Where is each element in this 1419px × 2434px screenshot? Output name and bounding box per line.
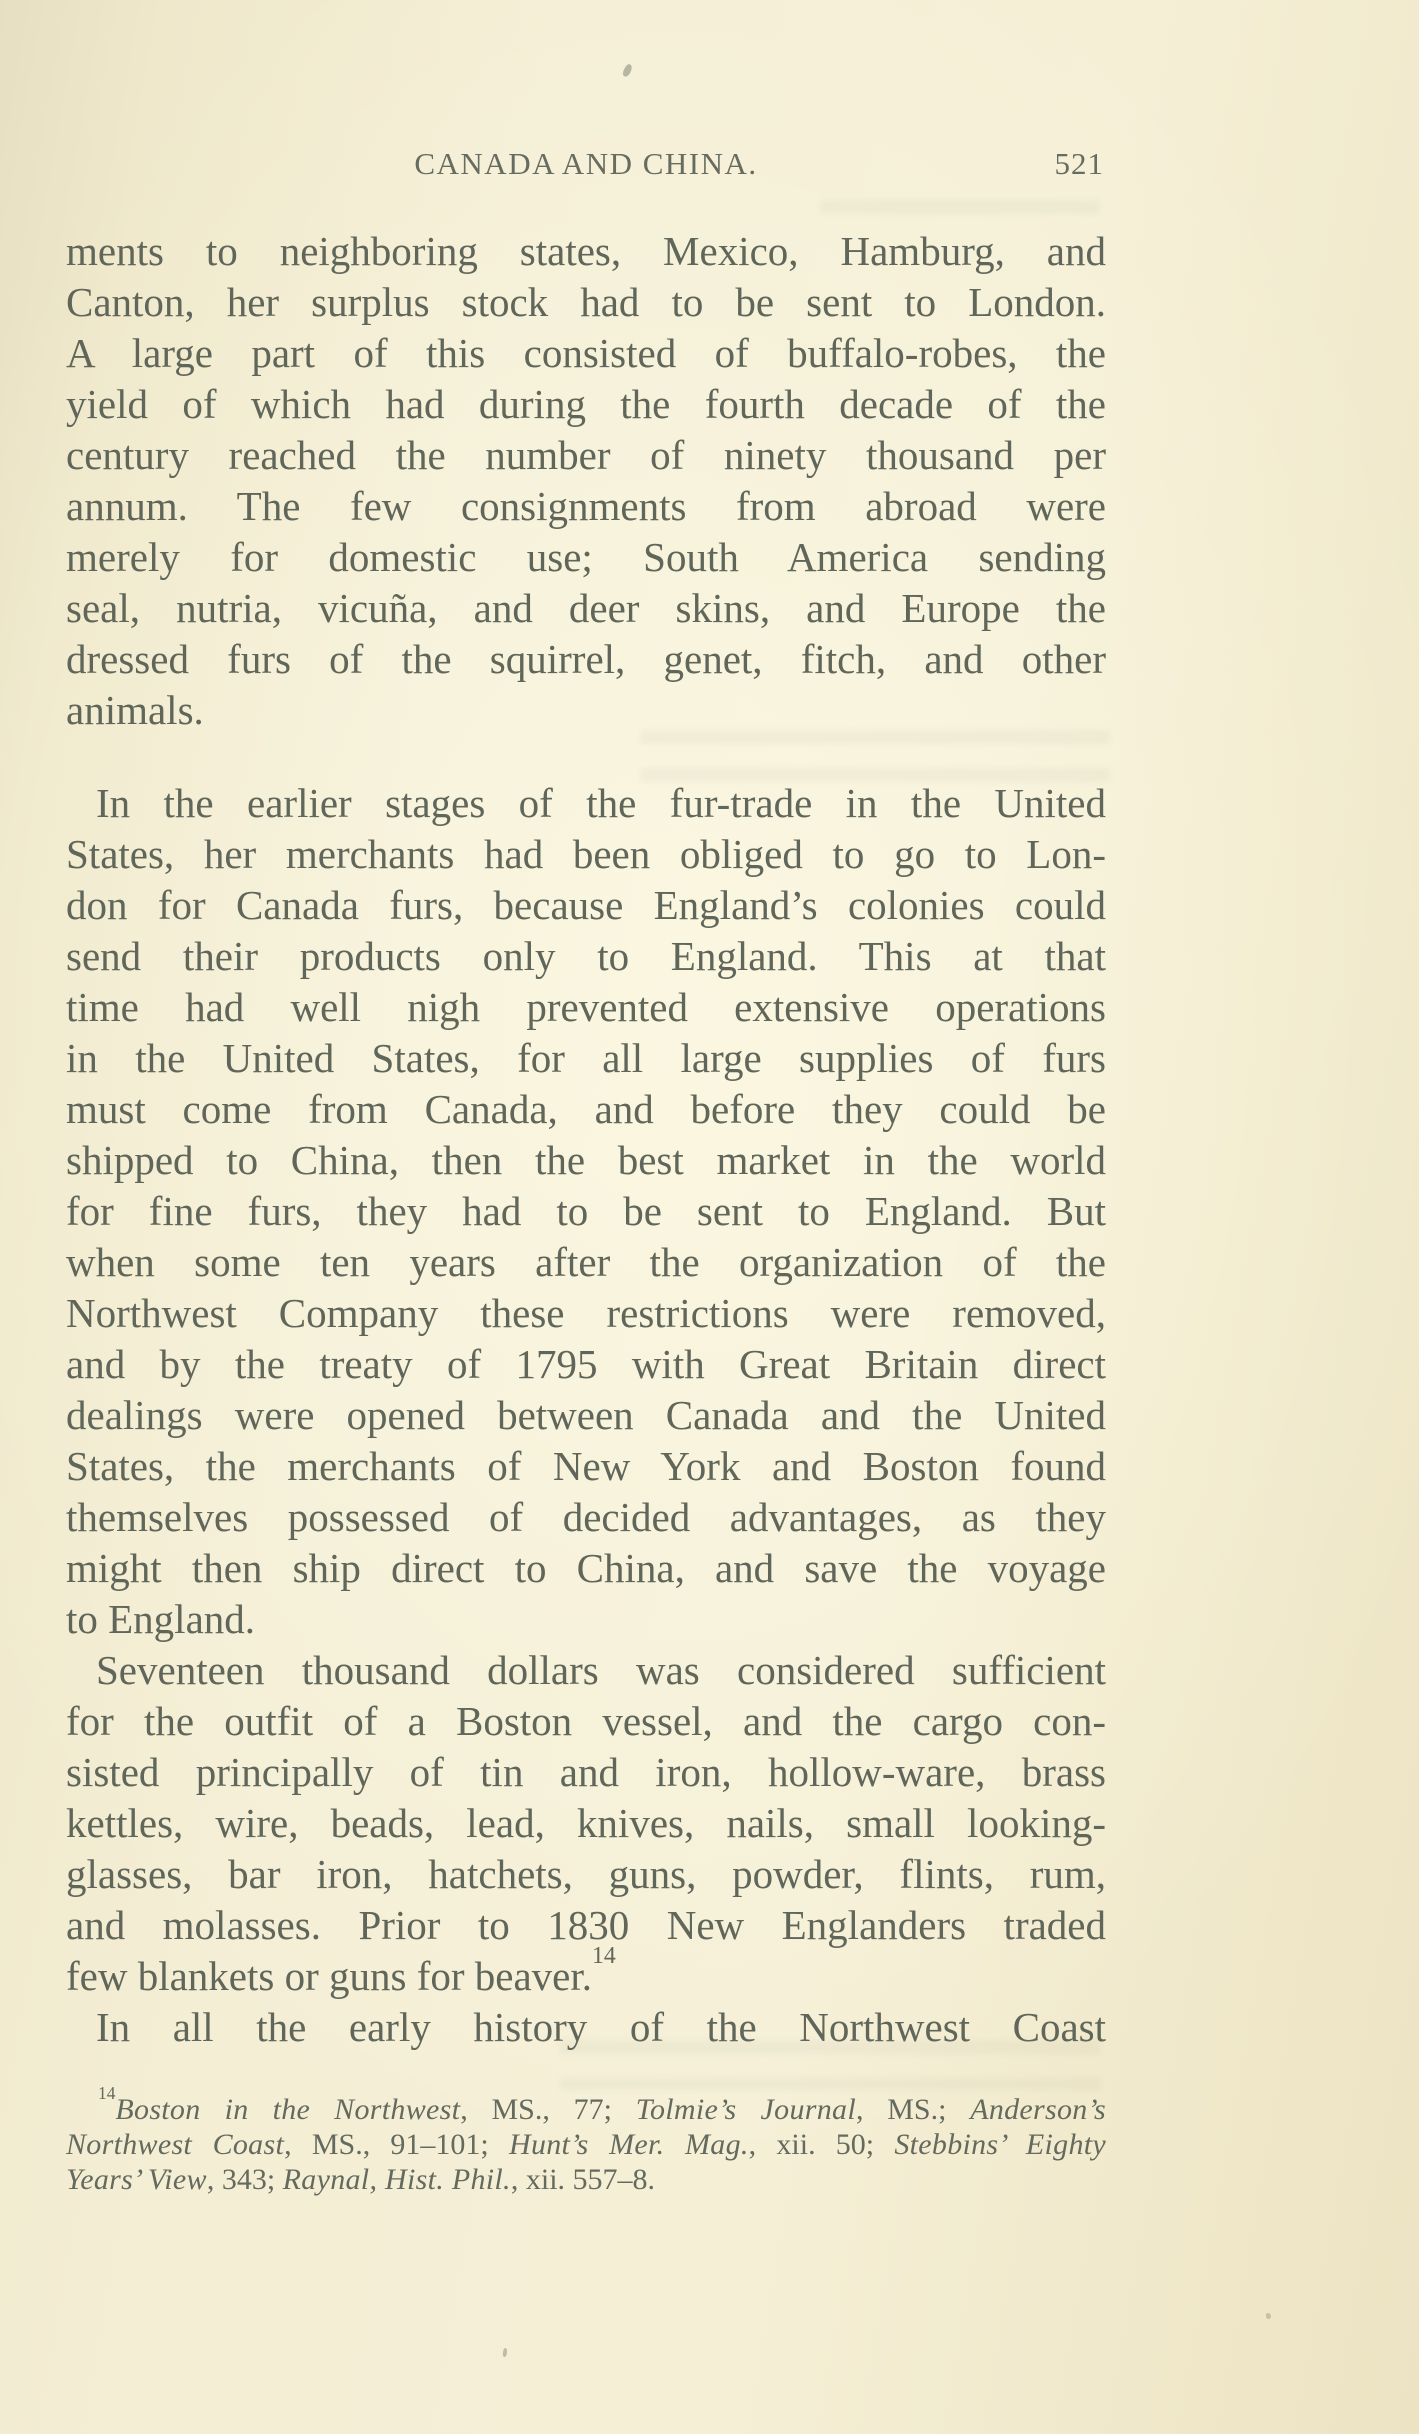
text-run: merely for domestic use; South America sending <box>66 534 1106 580</box>
ink-speck <box>502 2348 508 2358</box>
text-run: to England. <box>66 1596 256 1642</box>
text-run: yield of which had during the fourth decade of the <box>66 381 1106 427</box>
text-run: Raynal, Hist. Phil. <box>282 2163 511 2196</box>
text-line <box>66 1186 1106 1237</box>
text-run: annum. The few consignments from abroad were <box>66 483 1106 529</box>
text-line <box>66 277 1106 328</box>
text-line <box>66 634 1106 685</box>
text-run: century reached the number of ninety thousand per <box>66 432 1106 478</box>
text-line <box>66 778 1106 829</box>
text-line <box>66 2162 1106 2197</box>
text-run: , 343; <box>206 2163 283 2196</box>
footnote <box>66 2082 1107 2197</box>
text-run: themselves possessed of decided advantages, as they <box>66 1494 1106 1540</box>
text-run: Years’ View <box>66 2163 207 2196</box>
text-run: don for Canada furs, because England’s colonies could <box>66 882 1106 928</box>
text-run: might then ship direct to China, and save the voyage <box>66 1545 1106 1591</box>
text-line <box>66 1594 1106 1645</box>
ink-speck <box>621 63 633 78</box>
paragraph <box>66 1645 1106 2002</box>
text-line <box>66 583 1106 634</box>
text-line <box>66 829 1106 880</box>
text-run: seal, nutria, vicuña, and deer skins, and Europe the <box>66 585 1106 631</box>
text-run: Tolmie’s Journal <box>635 2093 856 2126</box>
text-run: and molasses. Prior to 1830 New Englanders traded <box>66 1902 1106 1948</box>
text-run: few blankets or guns for beaver. <box>66 1953 592 1999</box>
text-run: when some ten years after the organization of the <box>66 1239 1106 1285</box>
paragraph <box>66 2002 1106 2053</box>
text-line <box>66 685 1106 736</box>
text-run: send their products only to England. This at that <box>66 933 1106 979</box>
text-line <box>66 379 1106 430</box>
footnote-reference: 14 <box>98 2082 116 2103</box>
paragraph <box>66 226 1106 736</box>
text-line <box>66 1747 1106 1798</box>
text-run: sisted principally of tin and iron, hollow-ware, brass <box>66 1749 1106 1795</box>
text-line <box>66 1033 1106 1084</box>
text-run: In the earlier stages of the fur-trade in the United <box>96 780 1106 826</box>
ink-speck <box>1266 2313 1271 2319</box>
text-line <box>66 2002 1106 2053</box>
paragraph <box>66 778 1106 1645</box>
text-run: for the outfit of a Boston vessel, and the cargo con- <box>66 1698 1106 1744</box>
text-line <box>66 1942 1106 2002</box>
text-line <box>66 982 1106 1033</box>
text-line <box>66 532 1106 583</box>
text-run: Canton, her surplus stock had to be sent to London. <box>66 279 1106 325</box>
text-run: Northwest Coast <box>66 2128 285 2161</box>
text-line <box>66 1084 1106 1135</box>
page-title: CANADA AND CHINA. <box>414 146 758 181</box>
text-run: Stebbins’ Eighty <box>894 2128 1107 2161</box>
text-run: In all the early history of the Northwest Coast <box>96 2004 1106 2050</box>
text-line <box>66 1390 1106 1441</box>
text-line <box>66 481 1106 532</box>
footnote-reference: 14 <box>592 1942 616 1969</box>
text-line <box>66 880 1106 931</box>
text-run: time had well nigh prevented extensive operations <box>66 984 1106 1030</box>
text-run: , MS.; <box>855 2093 971 2126</box>
text-run: Anderson’s <box>970 2093 1106 2126</box>
text-line <box>66 1849 1106 1900</box>
running-head <box>66 146 1106 190</box>
text-run: A large part of this consisted of buffalo-robes, the <box>66 330 1106 376</box>
text-run: animals. <box>66 687 204 733</box>
text-line <box>66 2127 1106 2162</box>
text-line <box>66 430 1106 481</box>
text-line <box>66 1135 1106 1186</box>
text-run: , xii. 50; <box>748 2128 895 2161</box>
page-number: 521 <box>1054 146 1104 181</box>
text-line <box>66 1798 1106 1849</box>
text-line <box>66 1288 1106 1339</box>
text-run: dressed furs of the squirrel, genet, fitch, and other <box>66 636 1106 682</box>
text-run: glasses, bar iron, hatchets, guns, powder, flints, rum, <box>66 1851 1106 1897</box>
text-block <box>66 226 1106 2053</box>
text-line <box>66 328 1106 379</box>
text-line <box>66 1237 1106 1288</box>
text-line <box>66 1645 1106 1696</box>
text-line <box>66 226 1106 277</box>
text-run: for fine furs, they had to be sent to England. But <box>66 1188 1106 1234</box>
text-line <box>66 1492 1106 1543</box>
text-run: must come from Canada, and before they could be <box>66 1086 1106 1132</box>
text-line <box>66 1696 1106 1747</box>
text-run: States, her merchants had been obliged to go to Lon- <box>66 831 1106 877</box>
text-line <box>66 1339 1106 1390</box>
text-run: Northwest Company these restrictions were removed, <box>66 1290 1106 1336</box>
text-run: kettles, wire, beads, lead, knives, nails, small looking- <box>66 1800 1106 1846</box>
text-run: , MS., 91–101; <box>284 2128 509 2161</box>
text-run: and by the treaty of 1795 with Great Britain direct <box>66 1341 1106 1387</box>
text-line <box>66 1441 1106 1492</box>
text-line <box>66 2082 1106 2127</box>
text-run: dealings were opened between Canada and the United <box>66 1392 1106 1438</box>
text-run: Hunt’s Mer. Mag. <box>508 2128 749 2161</box>
text-run: States, the merchants of New York and Boston found <box>66 1443 1106 1489</box>
text-run: shipped to China, then the best market in the world <box>66 1137 1106 1183</box>
text-line <box>66 1543 1106 1594</box>
text-run: in the United States, for all large supplies of furs <box>66 1035 1106 1081</box>
text-run: ments to neighboring states, Mexico, Hamburg, and <box>66 228 1106 274</box>
text-line <box>66 1900 1106 1951</box>
text-run: Boston in the Northwest <box>115 2093 461 2126</box>
text-run: , MS., 77; <box>460 2093 636 2126</box>
text-line <box>66 931 1106 982</box>
text-run: , xii. 557–8. <box>510 2163 656 2196</box>
text-run: Seventeen thousand dollars was considered sufficient <box>96 1647 1106 1693</box>
